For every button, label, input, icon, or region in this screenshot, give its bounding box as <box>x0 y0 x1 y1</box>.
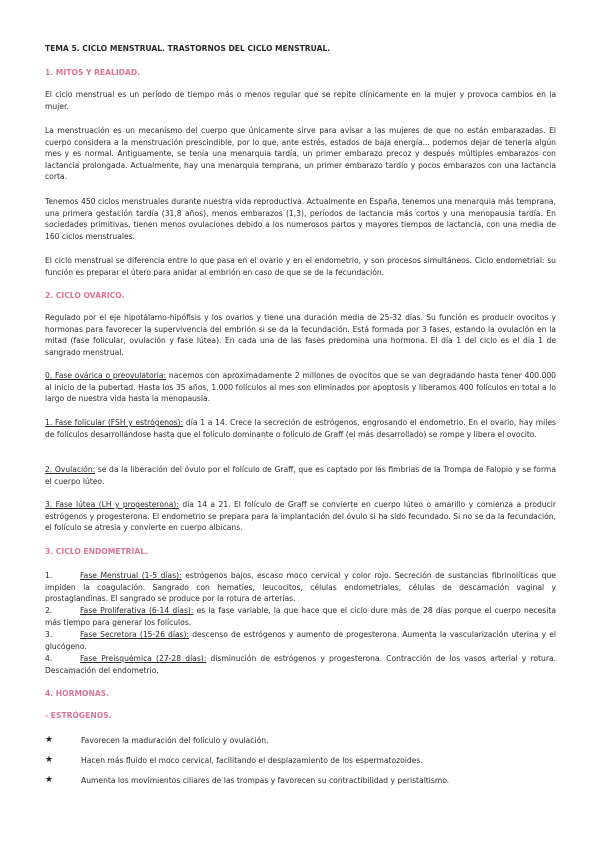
star-icon: ★ <box>45 775 54 785</box>
phase-label: 3. Fase lútea (LH y progesterona): <box>45 500 179 509</box>
document-title: TEMA 5. CICLO MENSTRUAL. TRASTORNOS DEL CICLO MENSTRUAL. <box>45 44 331 53</box>
phase-paragraph <box>45 417 556 440</box>
phase-paragraph <box>45 499 556 534</box>
star-icon: ★ <box>45 755 54 765</box>
phase-text: nacemos con aproximadamente 2 millones de ovocitos que se van degradando hasta tener 400.000 al inicio de la pubertad. Hasta los 35 años, 1.000 folículos al mes son eliminados por apoptosis y liberamos 400 folículos en total a lo largo de nuestra vida hasta la menopausia. <box>45 371 556 403</box>
section-heading-mitos: 1. MITOS Y REALIDAD. <box>45 68 141 77</box>
phase-text: día 1 a 14. Crece la secreción de estrógenos, engrosando el endometrio. En el ovario, hay miles de folículos desarrollándose hasta que el folículo dominante o folículo de Graff (el más desarrollado) se rompe y libera el ovocito. <box>45 418 556 439</box>
subheading-estrogenos: - ESTRÓGENOS. <box>45 711 112 720</box>
paragraph: El ciclo menstrual es un período de tiempo más o menos regular que se repite clínicamente en la mujer y provoca cambios en la mujer. <box>45 90 556 111</box>
bullet-text: Hacen más fluido el moco cervical, facilitando el desplazamiento de los espermatozoides. <box>81 756 423 765</box>
list-label: Fase Preisquémica (27-28 días): <box>80 654 207 663</box>
list-number: 2. <box>45 606 53 615</box>
phase-label: 0. Fase ovárica o preovulatoria: <box>45 371 167 380</box>
list-number: 3. <box>45 630 53 639</box>
phase-paragraph <box>45 464 556 487</box>
paragraph: Tenemos 450 ciclos menstruales durante nuestra vida reproductiva. Actualmente en España, tenemos una menarquia más temprana, una primera gestación tardía (31,8 años), menos embarazos (1,3), períodos de lactancia más cortos y una menopausia tardía. En sociedades primitivas, tienen menos ovulaciones debido a los numerosos partos y mayores tiempos de lactancia, con una media de 160 ciclos menstruales. <box>45 197 556 241</box>
list-label: Fase Secretora (15-26 días): <box>80 630 190 639</box>
list-text: estrógenos bajos, escaso moco cervical y color rojo. Secreción de sustancias fibrinolíticas que impiden la coagulación. Sangrado con hematíes, leucocitos, células endometriales, células de descamación vaginal y prostaglandinas. El sangrado se produce por la rotura de arterias. <box>45 571 556 603</box>
phase-label: 2. Ovulación: <box>45 465 96 474</box>
list-item <box>45 605 556 628</box>
section-heading-hormonas: 4. HORMONAS. <box>45 689 110 698</box>
list-label: Fase Menstrual (1-5 días): <box>80 571 182 580</box>
list-item <box>45 629 556 652</box>
phase-label: 1. Fase folicular (FSH y estrógenos): <box>45 418 184 427</box>
phase-text: día 14 a 21. El folículo de Graff se convierte en cuerpo lúteo o amarillo y comienza a producir estrógenos y progesterona. El endometrio se prepara para la implantación del óvulo si ha sido fecundado. Si no se da la fecundación, el folículo se atresia y convierte en cuerpo albicans. <box>45 500 557 532</box>
list-text: es la fase variable, la que hace que el ciclo dure más de 28 días porque el cuerpo necesita más tiempo para generar los folículos. <box>45 606 556 627</box>
list-text: disminución de estrógenos y progesterona. Contracción de los vasos arterial y rotura. Descamación del endometrio. <box>45 654 557 675</box>
list-text: descenso de estrógenos y aumento de progesterona. Aumenta la vascularización uterina y el glucógeno. <box>45 630 556 651</box>
list-item <box>45 570 556 605</box>
list-item <box>45 653 556 676</box>
section-heading-ciclo-ovarico: 2. CICLO OVÁRICO. <box>45 291 125 300</box>
phase-text: se da la liberación del óvulo por el folículo de Graff, que es captado por las fimbrias de la Trompa de Falopio y se forma el cuerpo lúteo. <box>45 465 556 486</box>
list-number: 1. <box>45 571 53 580</box>
paragraph: La menstruación es un mecanismo del cuerpo que únicamente sirve para avisar a las mujeres de que no están embarazadas. El cuerpo considera a la menstruación prescindible, por lo que, ante estrés, estados de baja energía... podemos dejar de tenerla algún mes y es normal. Antiguamente, se tenía una menarquia tardía, un primer embarazo precoz y después múltiples embarazos con lactancia prolongada. Actualmente, hay una menarquia temprana, un primer embarazo tardío y pocos embarazos con una lactancia corta. <box>45 126 556 181</box>
list-number: 4. <box>45 654 53 663</box>
bullet-text: Aumenta los movimientos ciliares de las trompas y favorecen su contractibilidad y peristaltismo. <box>81 776 450 785</box>
bullet-text: Favorecen la maduración del folículo y ovulación. <box>81 736 269 745</box>
paragraph: El ciclo menstrual se diferencia entre lo que pasa en el ovario y en el endometrio, y son procesos simultáneos. Ciclo endometrial: su función es preparar el útero para anidar al embrión en caso de que se de la fecundación. <box>45 256 556 277</box>
list-label: Fase Proliferativa (6-14 días): <box>80 606 194 615</box>
paragraph: Regulado por el eje hipotálamo-hipófisis y los ovarios y tiene una duración media de 25-32 días. Su función es producir ovocitos y hormonas para favorecer la supervivencia del embrión si se da la fecundación. Está formada por 3 fases, estando la ovulación en la mitad (fase folicular, ovulación y fase lútea). En cada una de las fases predomina una hormona. El día 1 del ciclo es el día 1 de sangrado menstrual. <box>45 313 556 357</box>
phase-paragraph <box>45 370 556 405</box>
star-icon: ★ <box>45 735 54 745</box>
section-heading-ciclo-endometrial: 3. CICLO ENDOMETRIAL. <box>45 547 148 556</box>
